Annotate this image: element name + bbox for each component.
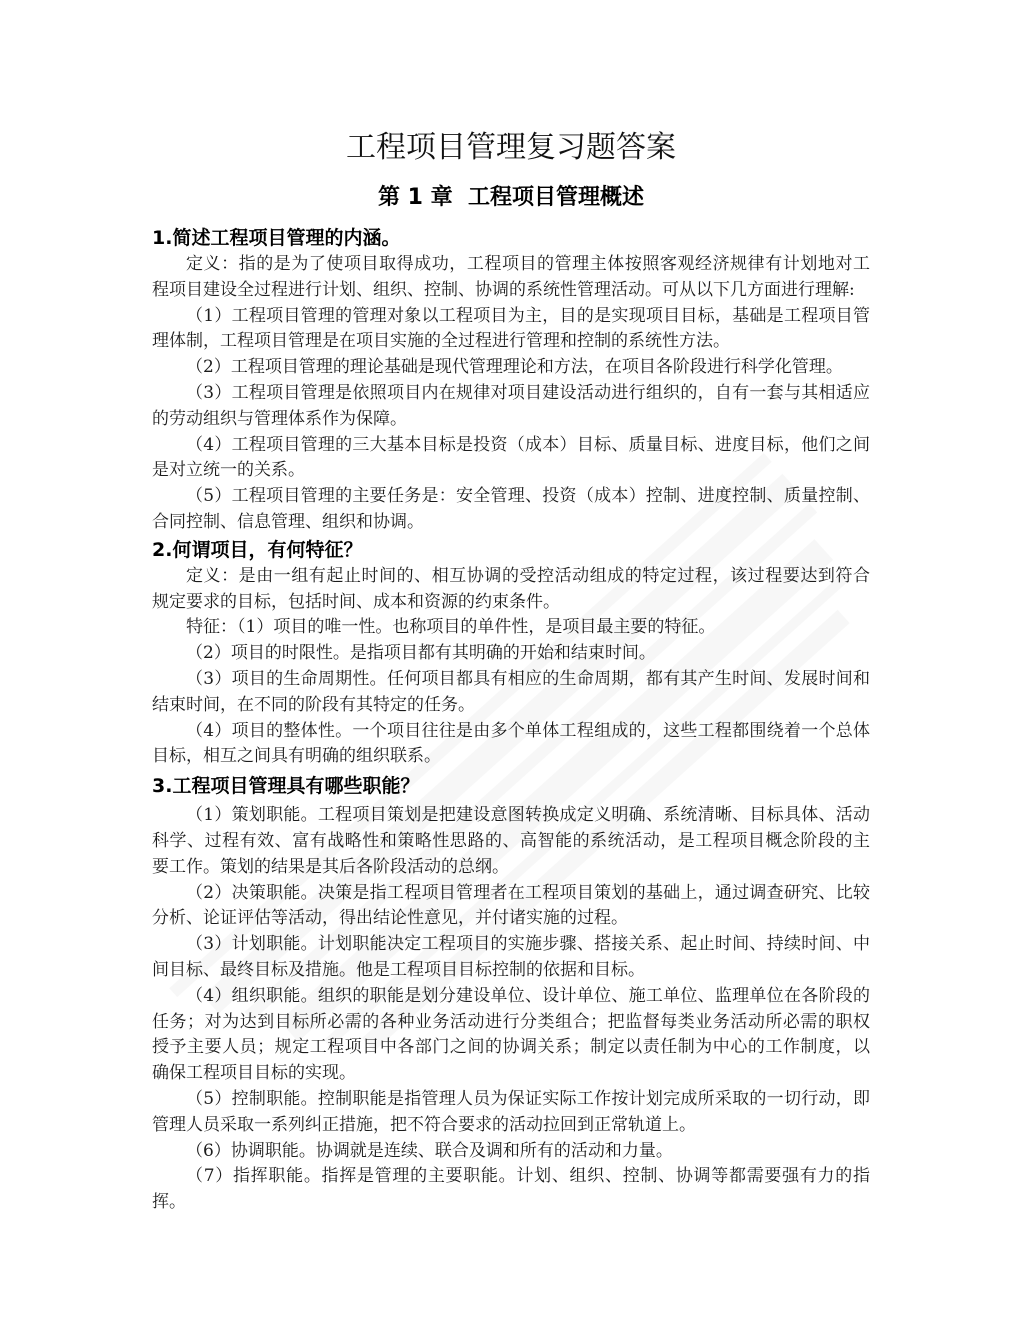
text-line: （4）组织职能。组织的职能是划分建设单位、设计单位、施工单位、监理单位在各阶段的	[186, 985, 870, 1006]
paragraph	[152, 803, 870, 880]
paragraph	[152, 719, 870, 771]
text-line: 科学、过程有效、富有战略性和策略性思路的、高智能的系统活动，是工程项目概念阶段的主	[152, 830, 870, 851]
text-line: （3）工程项目管理是依照项目内在规律对项目建设活动进行组织的，自有一套与其相适应	[186, 382, 870, 403]
paragraph	[152, 304, 870, 356]
paragraph	[152, 615, 870, 641]
paragraph	[152, 355, 870, 381]
question-section	[152, 224, 870, 536]
text-line: 规定要求的目标，包括时间、成本和资源的约束条件。	[152, 591, 560, 612]
text-line: 程项目建设全过程进行计划、组织、控制、协调的系统性管理活动。可从以下几方面进行理解:	[152, 279, 855, 300]
text-line: （1）策划职能。工程项目策划是把建设意图转换成定义明确、系统清晰、目标具体、活动	[186, 805, 870, 826]
paragraph	[152, 1139, 870, 1165]
text-line: 理体制，工程项目管理是在项目实施的全过程进行管理和控制的系统性方法。	[152, 331, 730, 352]
text-line: 是对立统一的关系。	[152, 460, 305, 481]
document-body	[152, 128, 870, 1216]
text-line: （4）项目的整体性。一个项目往往是由多个单体工程组成的，这些工程都围绕着一个总体	[186, 720, 870, 741]
text-line: 管理人员采取一系列纠正措施，把不符合要求的活动拉回到正常轨道上。	[152, 1114, 696, 1135]
text-line: （3）项目的生命周期性。任何项目都具有相应的生命周期，都有其产生时间、发展时间和	[186, 668, 870, 689]
text-line: （1）工程项目管理的管理对象以工程项目为主，目的是实现项目目标，基础是工程项目管	[186, 305, 870, 326]
paragraph	[152, 252, 870, 304]
text-line: 特征：（1）项目的唯一性。也称项目的单件性，是项目最主要的特征。	[186, 617, 716, 638]
paragraph	[152, 433, 870, 485]
question-heading: 3.工程项目管理具有哪些职能？	[152, 775, 420, 798]
text-line: （7）指挥职能。指挥是管理的主要职能。计划、组织、控制、协调等都需要强有力的指挥。	[152, 1166, 870, 1213]
paragraph	[152, 641, 870, 667]
text-line: （2）项目的时限性。是指项目都有其明确的开始和结束时间。	[186, 643, 656, 664]
paragraph	[152, 667, 870, 719]
text-line: 任务；对为达到目标所必需的各种业务活动进行分类组合；把监督每类业务活动所必需的职权	[152, 1011, 870, 1032]
chapter-title: 第 1 章 工程项目管理概述	[378, 185, 644, 210]
paragraph	[152, 484, 870, 536]
text-line: （4）工程项目管理的三大基本目标是投资（成本）目标、质量目标、进度目标，他们之间	[186, 434, 870, 455]
text-line: （2）决策职能。决策是指工程项目管理者在工程项目策划的基础上，通过调查研究、比较	[186, 882, 870, 903]
paragraph	[152, 932, 870, 984]
text-line: （5）工程项目管理的主要任务是：安全管理、投资（成本）控制、进度控制、质量控制、	[186, 486, 870, 507]
text-line: （6）协调职能。协调就是连续、联合及调和所有的活动和力量。	[186, 1140, 673, 1161]
question-heading: 1.简述工程项目管理的内涵。	[152, 227, 401, 249]
question-heading: 2.何谓项目，有何特征？	[152, 538, 363, 561]
text-line: 目标，相互之间具有明确的组织联系。	[152, 746, 441, 767]
question-section	[152, 536, 870, 770]
text-line: 定义：是由一组有起止时间的、相互协调的受控活动组成的特定过程，该过程要达到符合	[186, 565, 870, 586]
question-section	[152, 772, 870, 1216]
paragraph	[152, 1087, 870, 1139]
text-line: 结束时间，在不同的阶段有其特定的任务。	[152, 694, 475, 715]
text-line: 要工作。策划的结果是其后各阶段活动的总纲。	[152, 856, 509, 877]
text-line: （2）工程项目管理的理论基础是现代管理理论和方法，在项目各阶段进行科学化管理。	[186, 357, 843, 378]
paragraph	[152, 564, 870, 616]
paragraph	[152, 381, 870, 433]
text-line: 合同控制、信息管理、组织和协调。	[152, 511, 424, 532]
text-line: （3）计划职能。计划职能决定工程项目的实施步骤、搭接关系、起止时间、持续时间、中	[186, 934, 870, 955]
text-line: 间目标、最终目标及措施。他是工程项目目标控制的依据和目标。	[152, 959, 645, 980]
paragraph	[152, 881, 870, 933]
text-line: 的劳动组织与管理体系作为保障。	[152, 408, 407, 429]
text-line: 确保工程项目目标的实现。	[152, 1063, 356, 1084]
text-line: （5）控制职能。控制职能是指管理人员为保证实际工作按计划完成所采取的一切行动，即	[186, 1088, 870, 1109]
paragraph	[152, 1164, 870, 1216]
text-line: 授予主要人员；规定工程项目中各部门之间的协调关系；制定以责任制为中心的工作制度，以	[152, 1037, 870, 1058]
text-line: 分析、论证评估等活动，得出结论性意见，并付诸实施的过程。	[152, 908, 628, 929]
document-title: 工程项目管理复习题答案	[346, 130, 676, 165]
text-line: 定义：指的是为了使项目取得成功，工程项目的管理主体按照客观经济规律有计划地对工	[186, 254, 870, 274]
paragraph	[152, 984, 870, 1087]
